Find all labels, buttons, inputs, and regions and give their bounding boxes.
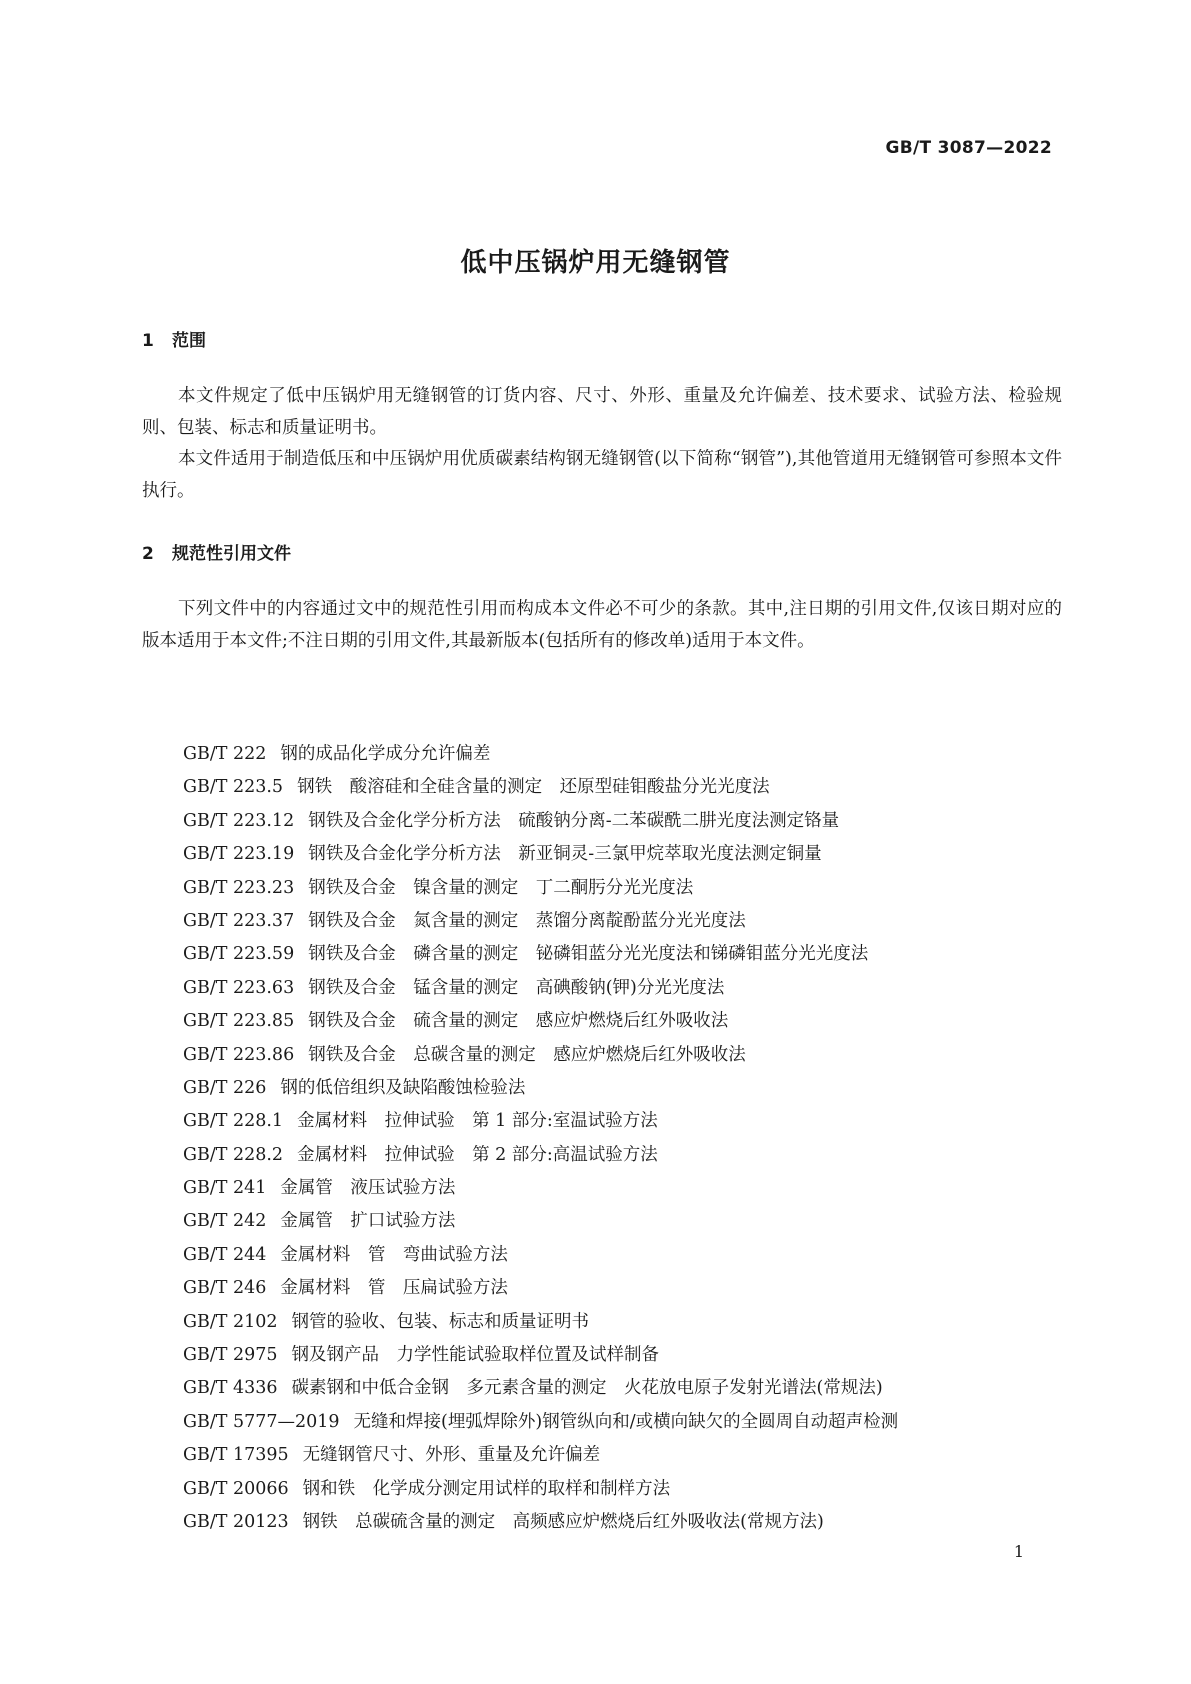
reference-item [183,1105,898,1138]
section-1-title: 范围 [172,331,206,351]
reference-code: GB/T 228.1 [183,1111,284,1132]
reference-item [183,1372,898,1405]
reference-title: 钢铁及合金 磷含量的测定 铋磷钼蓝分光光度法和锑磷钼蓝分光光度法 [308,944,869,965]
reference-item [183,905,898,938]
section-1-heading [142,326,206,351]
section-1-paragraph-1: 本文件规定了低中压锅炉用无缝钢管的订货内容、尺寸、外形、重量及允许偏差、技术要求、试验方法、检验规则、包装、标志和质量证明书。 [142,386,1062,438]
reference-code: GB/T 242 [183,1211,267,1232]
reference-code: GB/T 4336 [183,1378,278,1399]
reference-item [183,1506,898,1539]
reference-title: 无缝钢管尺寸、外形、重量及允许偏差 [302,1445,601,1466]
reference-title: 金属材料 拉伸试验 第 2 部分:高温试验方法 [297,1144,658,1165]
reference-title: 金属管 液压试验方法 [280,1178,456,1199]
reference-code: GB/T 223.37 [183,910,295,931]
reference-title: 钢管的验收、包装、标志和质量证明书 [291,1311,590,1332]
reference-code: GB/T 244 [183,1244,267,1265]
reference-item [183,1205,898,1238]
section-2-title: 规范性引用文件 [172,544,291,564]
reference-item [183,1339,898,1372]
page-number: 1 [1013,1542,1024,1561]
reference-title: 钢铁及合金 氮含量的测定 蒸馏分离靛酚蓝分光光度法 [308,910,746,931]
reference-code: GB/T 20066 [183,1478,289,1499]
reference-item [183,805,898,838]
reference-code: GB/T 228.2 [183,1144,284,1165]
reference-item [183,1172,898,1205]
reference-title: 钢的成品化学成分允许偏差 [280,744,491,764]
standard-code: GB/T 3087—2022 [885,138,1052,158]
reference-code: GB/T 17395 [183,1445,289,1466]
reference-item [183,771,898,804]
section-2-heading [142,539,291,564]
reference-item [183,938,898,971]
reference-list [183,738,898,1539]
reference-title: 钢铁及合金 锰含量的测定 高碘酸钠(钾)分光光度法 [308,977,725,998]
section-1-number: 1 [142,331,154,351]
reference-title: 碳素钢和中低合金钢 多元素含量的测定 火花放电原子发射光谱法(常规法) [291,1378,883,1399]
reference-code: GB/T 223.23 [183,877,295,898]
reference-item [183,1406,898,1439]
reference-code: GB/T 20123 [183,1511,289,1532]
reference-item [183,1072,898,1105]
reference-item [183,1439,898,1472]
reference-item [183,1473,898,1506]
reference-title: 钢的低倍组织及缺陷酸蚀检验法 [280,1077,526,1098]
section-2-number: 2 [142,544,154,564]
reference-title: 钢铁及合金化学分析方法 硫酸钠分离-二苯碳酰二肼光度法测定铬量 [308,810,840,831]
reference-code: GB/T 223.63 [183,977,295,998]
section-1-paragraph-2: 本文件适用于制造低压和中压锅炉用优质碳素结构钢无缝钢管(以下简称“钢管”),其他管道用无缝钢管可参照本文件执行。 [142,449,1062,501]
reference-title: 钢及钢产品 力学性能试验取样位置及试样制备 [291,1345,660,1366]
section-2-intro: 下列文件中的内容通过文中的规范性引用而构成本文件必不可少的条款。其中,注日期的引用文件,仅该日期对应的版本适用于本文件;不注日期的引用文件,其最新版本(包括所有的修改单)适用于本文件。 [142,599,1062,651]
reference-item [183,1005,898,1038]
reference-code: GB/T 222 [183,744,267,764]
reference-title: 金属材料 拉伸试验 第 1 部分:室温试验方法 [297,1111,658,1132]
reference-code: GB/T 246 [183,1278,267,1299]
reference-item [183,738,898,771]
reference-title: 钢铁及合金 总碳含量的测定 感应炉燃烧后红外吸收法 [308,1044,746,1065]
reference-code: GB/T 223.5 [183,777,284,798]
reference-code: GB/T 5777—2019 [183,1411,340,1432]
reference-title: 钢和铁 化学成分测定用试样的取样和制样方法 [302,1478,671,1499]
reference-item [183,872,898,905]
reference-title: 无缝和焊接(埋弧焊除外)钢管纵向和/或横向缺欠的全圆周自动超声检测 [353,1411,899,1432]
reference-title: 钢铁及合金化学分析方法 新亚铜灵-三氯甲烷萃取光度法测定铜量 [308,844,822,865]
reference-item [183,972,898,1005]
reference-title: 钢铁及合金 硫含量的测定 感应炉燃烧后红外吸收法 [308,1011,729,1032]
reference-item [183,1039,898,1072]
reference-title: 金属材料 管 弯曲试验方法 [280,1244,508,1265]
reference-code: GB/T 223.85 [183,1011,295,1032]
reference-item [183,1139,898,1172]
reference-title: 金属管 扩口试验方法 [280,1211,456,1232]
reference-title: 钢铁及合金 镍含量的测定 丁二酮肟分光光度法 [308,877,694,898]
reference-title: 钢铁 总碳硫含量的测定 高频感应炉燃烧后红外吸收法(常规方法) [302,1511,824,1532]
reference-code: GB/T 226 [183,1077,267,1098]
reference-item [183,1239,898,1272]
reference-code: GB/T 2102 [183,1311,278,1332]
reference-code: GB/T 223.19 [183,844,295,865]
reference-title: 钢铁 酸溶硅和全硅含量的测定 还原型硅钼酸盐分光光度法 [297,777,770,798]
reference-code: GB/T 2975 [183,1345,278,1366]
reference-item [183,1272,898,1305]
reference-item [183,1306,898,1339]
reference-code: GB/T 223.59 [183,944,295,965]
reference-title: 金属材料 管 压扁试验方法 [280,1278,508,1299]
reference-code: GB/T 223.86 [183,1044,295,1065]
document-title: 低中压锅炉用无缝钢管 [460,248,731,278]
reference-item [183,838,898,871]
reference-code: GB/T 241 [183,1178,267,1199]
reference-code: GB/T 223.12 [183,810,295,831]
